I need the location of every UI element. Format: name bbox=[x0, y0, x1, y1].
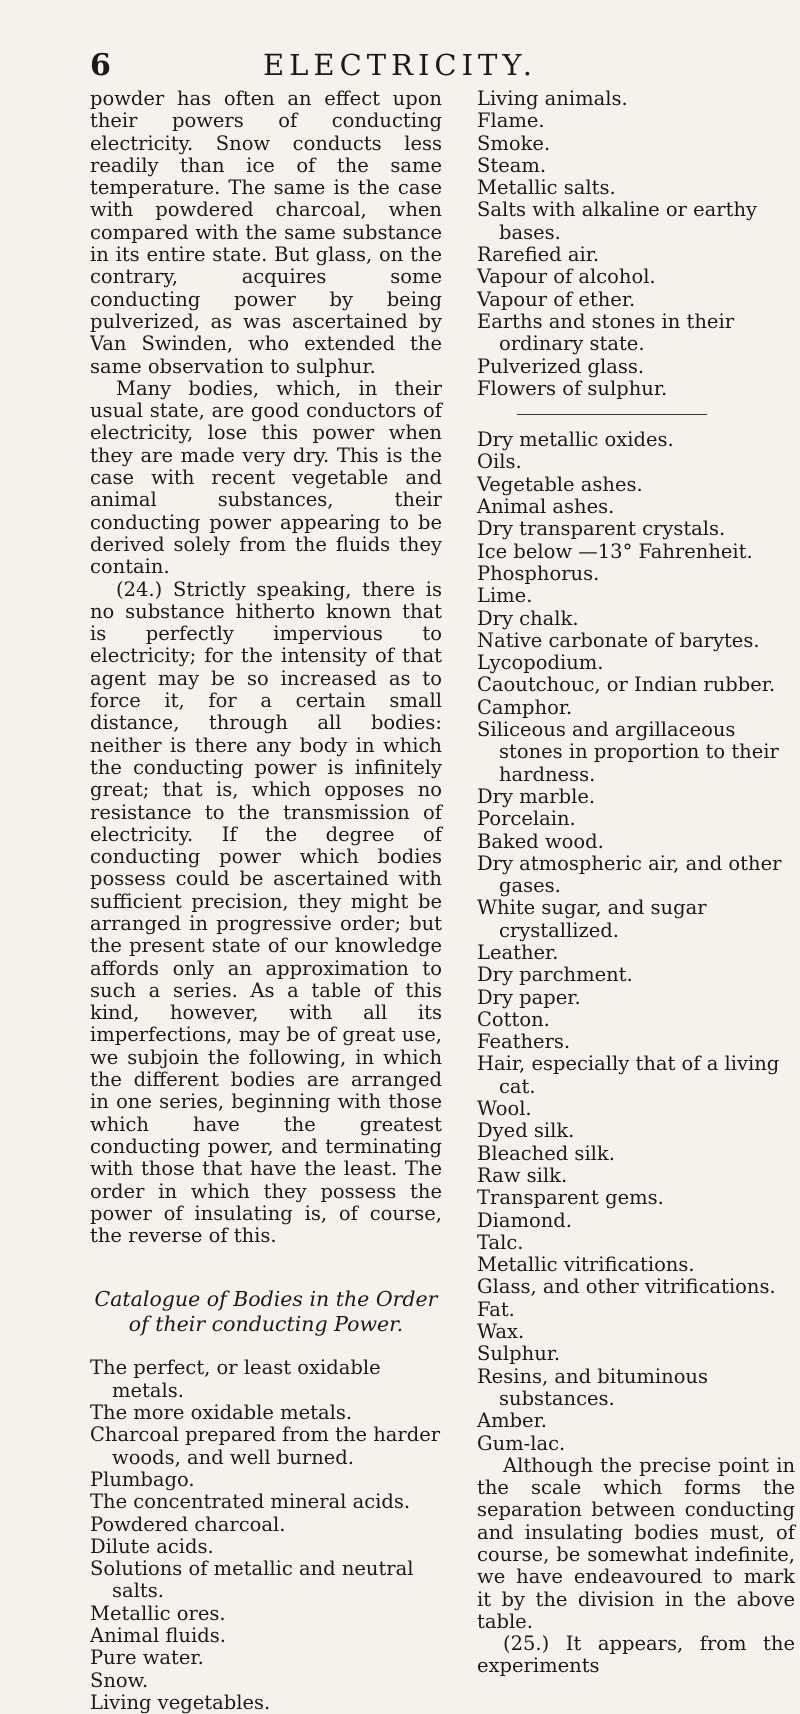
paragraph: Although the precise point in the scale which forms the separation between conducting and insulating bodies must, of course, be somewhat indefinite, we have endeavoured to mark it by the division in the above table. bbox=[477, 1453, 795, 1633]
list-item: Dry atmospheric air, and other gases. bbox=[477, 851, 782, 898]
list-item: Resins, and bituminous substances. bbox=[477, 1364, 709, 1410]
running-title: ELECTRICITY. bbox=[262, 48, 538, 82]
list-item: Powdered charcoal. bbox=[90, 1512, 286, 1536]
list-item: Amber. bbox=[477, 1409, 547, 1433]
list-item: Gum-lac. bbox=[477, 1431, 566, 1455]
list-item: Wool. bbox=[477, 1097, 532, 1121]
list-item: Vapour of ether. bbox=[477, 287, 636, 311]
list-item: Phosphorus. bbox=[477, 561, 600, 585]
list-item: Snow. bbox=[90, 1668, 149, 1692]
list-item: Oils. bbox=[477, 450, 522, 474]
division-rule bbox=[517, 414, 707, 415]
list-item: Diamond. bbox=[477, 1208, 572, 1232]
list-item: Living animals. bbox=[477, 87, 628, 110]
list-item: Lime. bbox=[477, 584, 533, 608]
list-item: Talc. bbox=[477, 1230, 524, 1254]
list-item: Fat. bbox=[477, 1297, 515, 1321]
right-column bbox=[477, 88, 795, 1678]
page-number: 6 bbox=[90, 48, 111, 83]
list-item: Vegetable ashes. bbox=[477, 472, 643, 496]
list-item: Cotton. bbox=[477, 1007, 550, 1031]
list-item: Hair, especially that of a living cat. bbox=[477, 1052, 780, 1098]
list-item: Dry metallic oxides. bbox=[477, 428, 674, 452]
list-item: The perfect, or least oxidable metals. bbox=[90, 1356, 381, 1402]
list-item: Glass, and other vitrifications. bbox=[477, 1275, 776, 1299]
list-item: Earths and stones in their ordinary state. bbox=[477, 309, 735, 356]
list-item: Rarefied air. bbox=[477, 243, 600, 267]
list-item: Animal fluids. bbox=[90, 1624, 226, 1647]
list-item: Metallic salts. bbox=[477, 176, 616, 200]
list-item: The concentrated mineral acids. bbox=[90, 1490, 411, 1514]
insulators-list bbox=[477, 429, 795, 1455]
list-item: Caoutchouc, or Indian rubber. bbox=[477, 673, 776, 697]
list-item: The more oxidable metals. bbox=[90, 1401, 353, 1425]
list-item: White sugar, and sugar crystallized. bbox=[477, 896, 707, 942]
list-item: Lycopodium. bbox=[477, 651, 604, 675]
list-item: Vapour of alcohol. bbox=[477, 265, 656, 289]
paragraph: (25.) It appears, from the experiments bbox=[477, 1632, 795, 1678]
list-item: Leather. bbox=[477, 940, 559, 964]
list-item: Baked wood. bbox=[477, 829, 604, 853]
list-item: Solutions of metallic and neutral salts. bbox=[90, 1557, 414, 1603]
paragraph: Many bodies, which, in their usual state, are good conductors of electricity, lose this power when they are made very dry. This is the case with recent vegetable and animal substances, their conducting power appearing to be derived solely from the fluids they contain. bbox=[90, 376, 442, 579]
list-item: Sulphur. bbox=[477, 1342, 561, 1366]
list-item: Pulverized glass. bbox=[477, 354, 645, 378]
list-item: Dry transparent crystals. bbox=[477, 517, 726, 541]
list-item: Metallic ores. bbox=[90, 1601, 226, 1625]
paragraph: (24.) Strictly speaking, there is no substance hitherto known that is perfectly impervious to electricity; for the intensity of that agent may be so increased as to force it, for a certain small distance, through all bodies: neither is there any body in which the conducting power is infinitely great; that is, which opposes no resistance to the transmission of electricity. If the degree of conducting power which bodies possess could be ascertained with sufficient precision, they might be arranged in progressive order; but the present state of our knowledge affords only an approximation to such a series. As a table of this kind, however, with all its imperfections, may be of great use, we subjoin the following, in which the different bodies are arranged in one series, beginning with those which have the greatest conducting power, and terminating with those that have the least. The order in which they possess the power of insulating is, of course, the reverse of this. bbox=[90, 577, 442, 1248]
list-item: Pure water. bbox=[90, 1646, 204, 1670]
list-item: Steam. bbox=[477, 153, 547, 177]
catalogue-list bbox=[90, 1357, 442, 1714]
list-item: Dry paper. bbox=[477, 985, 581, 1009]
list-item: Ice below —13° Fahrenheit. bbox=[477, 539, 753, 563]
list-item: Flame. bbox=[477, 109, 545, 133]
list-item: Raw silk. bbox=[477, 1163, 568, 1187]
list-item: Salts with alkaline or earthy bases. bbox=[477, 198, 758, 244]
list-item: Smoke. bbox=[477, 131, 551, 155]
list-item: Porcelain. bbox=[477, 807, 576, 831]
list-item: Charcoal prepared from the harder woods, and well burned. bbox=[90, 1423, 441, 1469]
list-item: Flowers of sulphur. bbox=[477, 376, 668, 400]
catalogue-title: Catalogue of Bodies in the Order of their conducting Power. bbox=[94, 1287, 438, 1337]
list-item: Feathers. bbox=[477, 1030, 571, 1054]
conductors-list bbox=[477, 88, 795, 400]
paragraph: powder has often an effect upon their powers of conducting electricity. Snow conducts less readily than ice of the same temperature. The same is the case with powdered charcoal, when compared with the same substance in its entire state. But glass, on the contrary, acquires some conducting power by being pulverized, as was ascertained by Van Swinden, who extended the same observation to sulphur. bbox=[90, 87, 442, 378]
page-header bbox=[0, 48, 800, 82]
list-item: Native carbonate of barytes. bbox=[477, 628, 760, 652]
list-item: Bleached silk. bbox=[477, 1141, 615, 1165]
list-item: Dyed silk. bbox=[477, 1119, 575, 1143]
list-item: Siliceous and argillaceous stones in proportion to their hardness. bbox=[477, 718, 779, 786]
list-item: Plumbago. bbox=[90, 1467, 195, 1491]
list-item: Dry parchment. bbox=[477, 963, 633, 987]
list-item: Dry marble. bbox=[477, 784, 596, 808]
list-item: Dry chalk. bbox=[477, 606, 579, 630]
list-item: Wax. bbox=[477, 1320, 525, 1344]
list-item: Living vegetables. bbox=[90, 1690, 271, 1714]
list-item: Camphor. bbox=[477, 695, 573, 719]
list-item: Animal ashes. bbox=[477, 495, 615, 519]
list-item: Dilute acids. bbox=[90, 1534, 214, 1558]
left-column bbox=[90, 88, 442, 1714]
list-item: Metallic vitrifications. bbox=[477, 1253, 695, 1277]
list-item: Transparent gems. bbox=[477, 1186, 664, 1210]
